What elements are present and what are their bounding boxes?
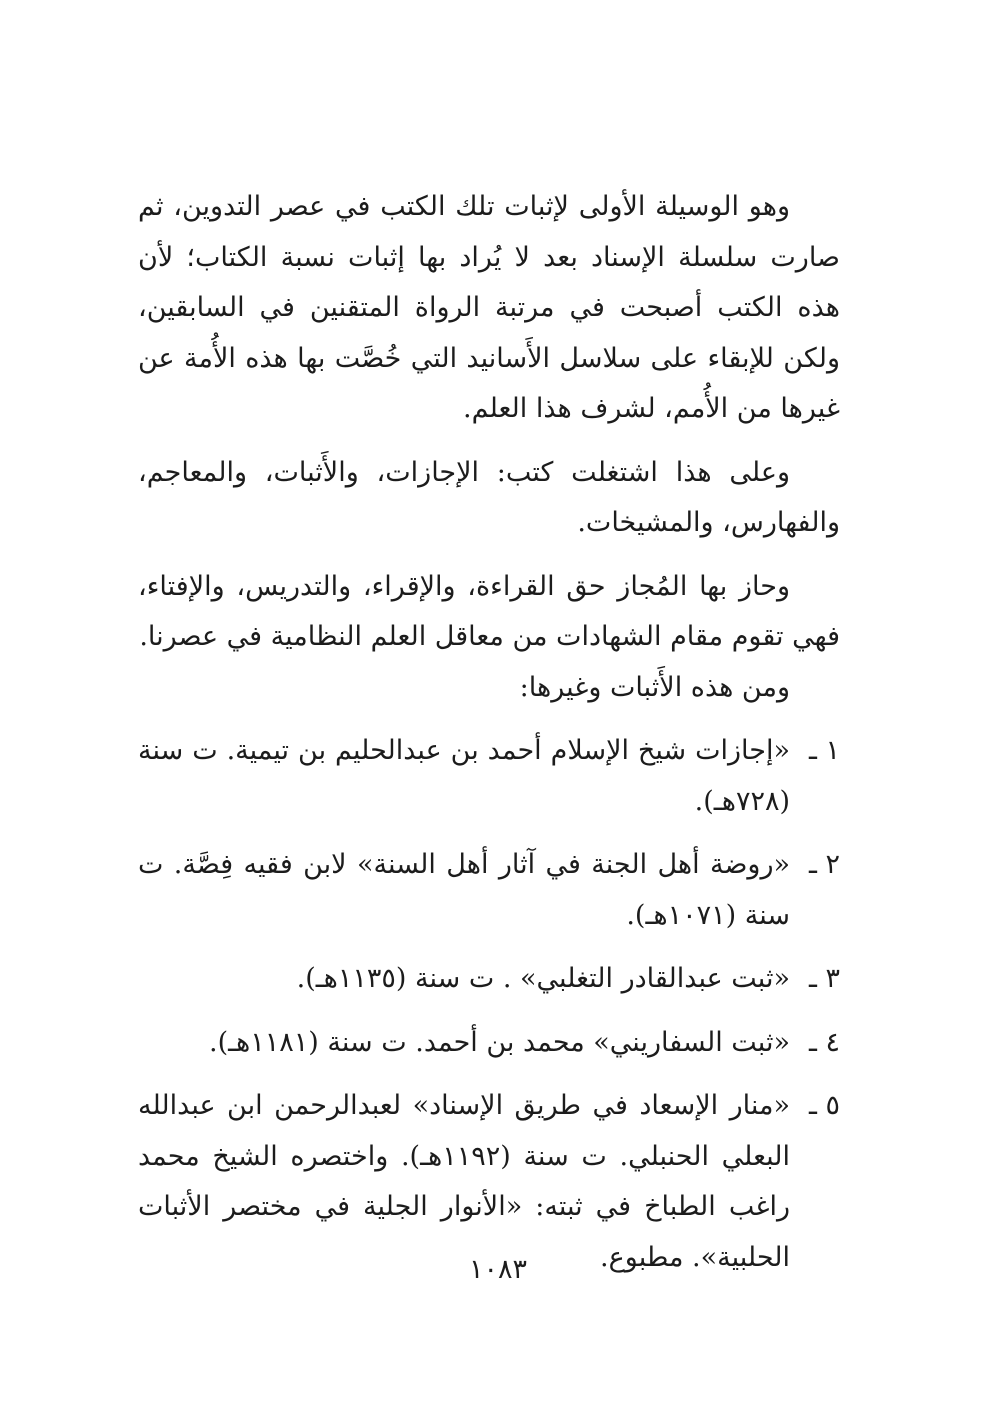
page-body [138,182,840,1296]
list-item [138,1018,840,1069]
page-number: ١٠٨٣ [468,1254,527,1285]
list-item-number: ٣ ـ [808,963,840,994]
thabat-list [138,726,840,1283]
paragraph-2: وعلى هذا اشتغلت كتب: الإجازات، والأَثبات، والمعاجم، والفهارس، والمشيخات. [138,456,840,538]
list-item-number: ٥ ـ [808,1090,840,1121]
list-item-number: ٤ ـ [808,1026,840,1058]
paragraph-1: وهو الوسيلة الأولى لإثبات تلك الكتب في عصر التدوين، ثم صارت سلسلة الإسناد بعد لا يُراد بها إثبات نسبة الكتاب؛ لأن هذه الكتب أصبحت في مرتبة الرواة المتقنين في السابقين، ولكن للإبقاء على سلاسل الأَسانيد التي خُصَّت بها هذه الأُمة عن غيرها من الأُمم، لشرف هذا العلم. [138,191,840,424]
paragraph-3: وحاز بها المُجاز حق القراءة، والإقراء، والتدريس، والإفتاء، فهي تقوم مقام الشهادات من معاقل العلم النظامية في عصرنا. [138,570,840,652]
list-item [138,954,840,1005]
list-item-text: «ثبت السفاريني» محمد بن أحمد. ت سنة (١١٨١هـ). [209,1026,790,1058]
intro-line: ومن هذه الأَثبات وغيرها: [519,671,790,703]
list-item-text: «إجازات شيخ الإسلام أحمد بن عبدالحليم بن تيمية. ت سنة (٧٢٨هـ). [138,735,790,817]
list-item-number: ١ ـ [808,735,840,766]
list-item-text: «منار الإسعاد في طريق الإسناد» لعبدالرحمن ابن عبدالله البعلي الحنبلي. ت سنة (١١٩٢هـ). واختصره الشيخ محمد راغب الطباخ في ثبته: «الأنوار الجلية في مختصر الأثبات الحلبية». مطبوع. [138,1090,790,1273]
list-item [138,726,840,827]
list-item [138,840,840,941]
list-item-number: ٢ ـ [808,849,840,880]
list-item-text: «ثبت عبدالقادر التغلبي» . ت سنة (١١٣٥هـ). [296,963,790,994]
list-item-text: «روضة أهل الجنة في آثار أهل السنة» لابن فقيه فِصَّة. ت سنة (١٠٧١هـ). [138,849,790,931]
